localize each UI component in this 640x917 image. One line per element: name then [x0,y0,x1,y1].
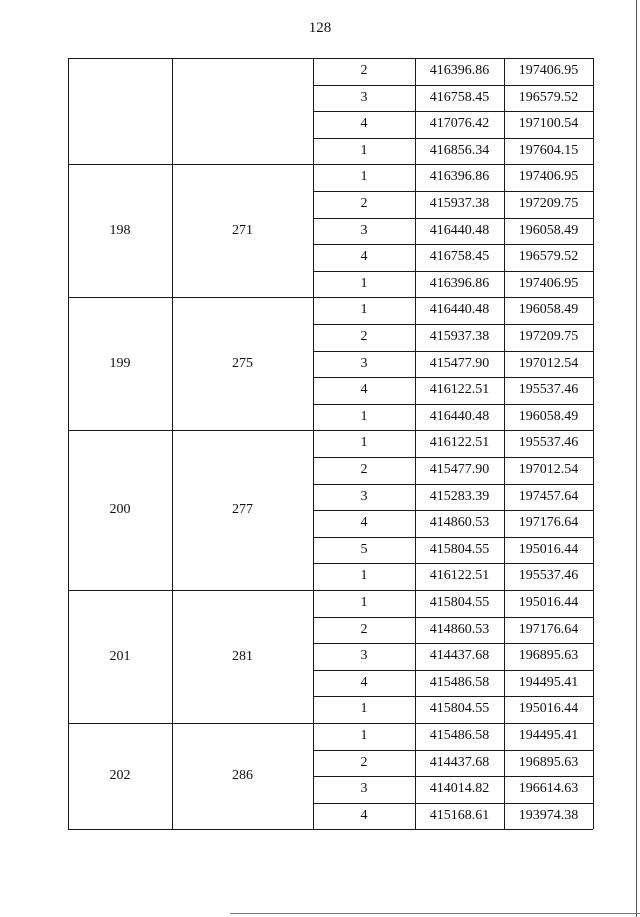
point-number: 1 [360,435,368,451]
x-coordinate: 415804.55 [429,541,490,557]
row-rule [313,404,593,405]
row-rule [313,324,593,325]
row-rule [313,244,593,245]
y-coordinate: 193974.38 [518,807,579,823]
point-number: 2 [360,754,368,770]
y-coordinate: 197012.54 [518,462,579,477]
parcel-id: 199 [109,355,131,371]
y-coordinate: 197209.75 [518,329,579,344]
point-number: 2 [360,329,368,344]
table-vertical-rule [593,58,594,829]
point-number: 1 [360,142,368,158]
row-rule [313,803,593,804]
x-coordinate: 415168.61 [429,807,490,823]
x-coordinate: 416758.45 [429,249,490,265]
y-coordinate: 194495.41 [518,728,579,743]
row-rule [313,85,593,86]
parcel-id: 202 [109,768,131,784]
y-coordinate: 196579.52 [518,249,579,265]
x-coordinate: 416122.51 [429,568,490,584]
x-coordinate: 416440.48 [429,302,490,318]
y-coordinate: 196895.63 [518,648,579,664]
x-coordinate: 414014.82 [429,781,490,797]
x-coordinate: 416122.51 [429,435,490,451]
y-coordinate: 197176.64 [518,515,579,531]
row-rule [313,457,593,458]
group-rule [68,430,593,431]
group-rule [68,297,593,298]
coordinates-table [68,58,593,832]
point-number: 4 [360,807,368,823]
point-number: 2 [360,63,368,78]
point-number: 1 [360,408,368,424]
point-number: 1 [360,701,368,717]
row-rule [313,670,593,671]
row-rule [313,643,593,644]
point-number: 3 [360,89,368,105]
parcel-number: 277 [232,502,253,518]
row-rule [313,111,593,112]
x-coordinate: 414860.53 [429,515,490,531]
parcel-number: 275 [232,355,253,371]
y-coordinate: 195016.44 [518,595,579,610]
point-number: 4 [360,515,368,531]
x-coordinate: 415283.39 [429,488,490,504]
y-coordinate: 195537.46 [518,568,579,584]
point-number: 1 [360,728,368,743]
page-number: 128 [308,20,332,36]
point-number: 1 [360,568,368,584]
x-coordinate: 415937.38 [429,196,490,211]
point-number: 1 [360,595,368,610]
x-coordinate: 416396.86 [429,169,490,185]
point-number: 1 [360,275,368,291]
table-vertical-rule [172,58,173,829]
y-coordinate: 196895.63 [518,754,579,770]
point-number: 2 [360,196,368,211]
y-coordinate: 197457.64 [518,488,579,504]
y-coordinate: 196058.49 [518,302,579,318]
x-coordinate: 416396.86 [429,275,490,291]
point-number: 1 [360,302,368,318]
point-number: 4 [360,382,368,398]
parcel-number: 281 [232,648,253,664]
row-rule [313,537,593,538]
row-rule [313,138,593,139]
table-vertical-rule [68,58,69,829]
y-coordinate: 196058.49 [518,408,579,424]
row-rule [313,750,593,751]
point-number: 3 [360,648,368,664]
x-coordinate: 416440.48 [429,408,490,424]
parcel-id: 198 [109,222,131,238]
x-coordinate: 415486.58 [429,674,490,690]
parcel-id: 200 [109,502,131,518]
group-rule [68,164,593,165]
x-coordinate: 415477.90 [429,462,490,477]
x-coordinate: 415804.55 [429,595,490,610]
y-coordinate: 197406.95 [518,275,579,291]
y-coordinate: 195016.44 [518,541,579,557]
row-rule [313,351,593,352]
y-coordinate: 195537.46 [518,435,579,451]
row-rule [313,510,593,511]
row-rule [313,484,593,485]
y-coordinate: 196614.63 [518,781,579,797]
x-coordinate: 415486.58 [429,728,490,743]
row-rule [313,696,593,697]
point-number: 4 [360,116,368,132]
x-coordinate: 417076.42 [429,116,490,132]
y-coordinate: 196579.52 [518,89,579,105]
point-number: 3 [360,488,368,504]
point-number: 3 [360,781,368,797]
x-coordinate: 416758.45 [429,89,490,105]
parcel-id: 201 [109,648,131,664]
x-coordinate: 416122.51 [429,382,490,398]
point-number: 3 [360,355,368,371]
parcel-number: 286 [232,768,253,784]
scan-edge-right [636,0,637,917]
y-coordinate: 196058.49 [518,222,579,238]
x-coordinate: 414437.68 [429,648,490,664]
point-number: 2 [360,621,368,637]
x-coordinate: 415477.90 [429,355,490,371]
x-coordinate: 416396.86 [429,63,490,78]
y-coordinate: 195016.44 [518,701,579,717]
y-coordinate: 197100.54 [518,116,579,132]
point-number: 5 [360,541,368,557]
group-rule [68,590,593,591]
parcel-number: 271 [232,222,253,238]
row-rule [313,191,593,192]
row-rule [313,218,593,219]
point-number: 1 [360,169,368,185]
y-coordinate: 197604.15 [518,142,579,158]
point-number: 4 [360,674,368,690]
scan-edge-bottom [230,913,640,914]
row-rule [313,271,593,272]
row-rule [313,563,593,564]
y-coordinate: 197012.54 [518,355,579,371]
x-coordinate: 416440.48 [429,222,490,238]
y-coordinate: 197209.75 [518,196,579,211]
x-coordinate: 415804.55 [429,701,490,717]
y-coordinate: 194495.41 [518,674,579,690]
table-top-rule [68,58,593,59]
group-rule [68,723,593,724]
point-number: 3 [360,222,368,238]
x-coordinate: 414860.53 [429,621,490,637]
x-coordinate: 414437.68 [429,754,490,770]
x-coordinate: 415937.38 [429,329,490,344]
point-number: 4 [360,249,368,265]
row-rule [313,617,593,618]
y-coordinate: 195537.46 [518,382,579,398]
row-rule [313,377,593,378]
group-rule [68,829,593,830]
y-coordinate: 197406.95 [518,63,579,78]
y-coordinate: 197176.64 [518,621,579,637]
x-coordinate: 416856.34 [429,142,490,158]
row-rule [313,776,593,777]
point-number: 2 [360,462,368,477]
y-coordinate: 197406.95 [518,169,579,185]
